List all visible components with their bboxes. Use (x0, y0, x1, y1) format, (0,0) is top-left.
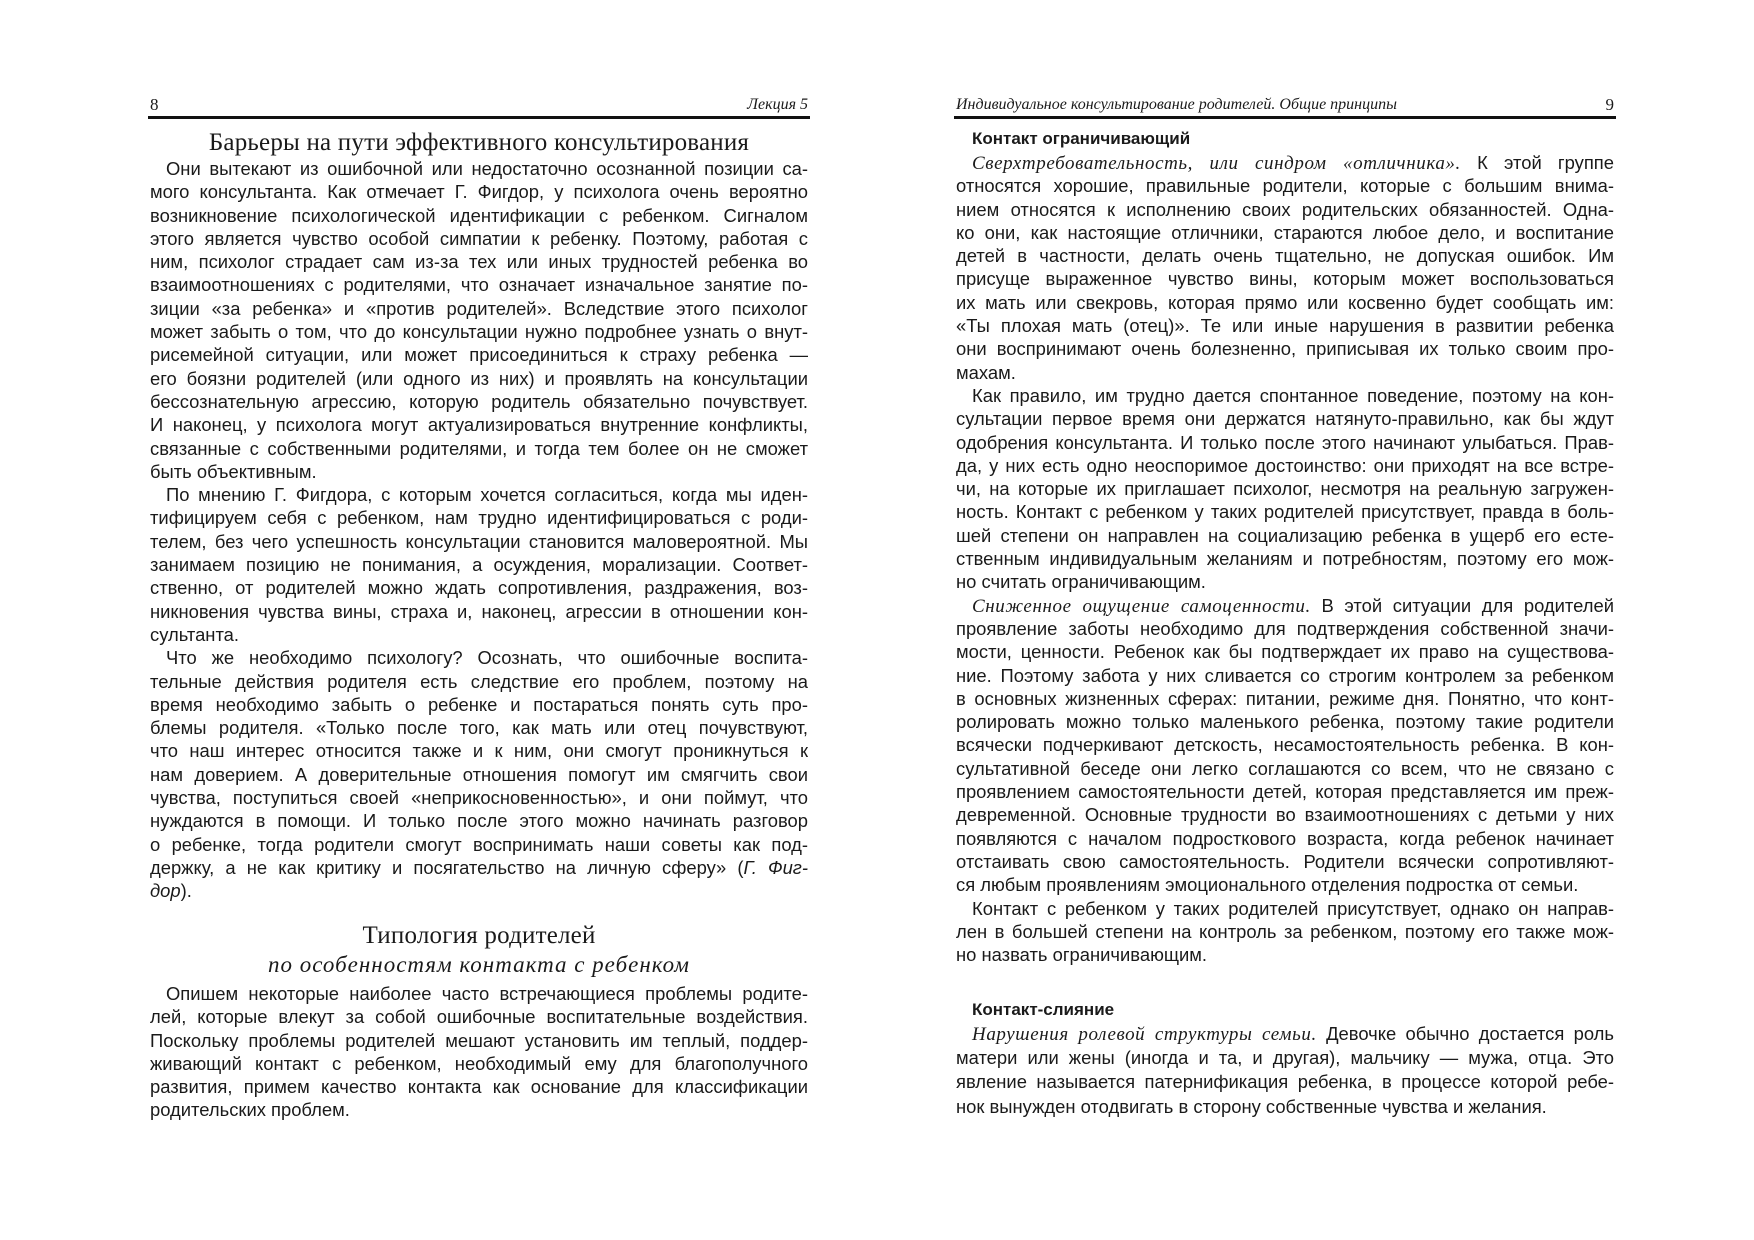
text-line: никновения чувства вины, страха и, наконец, агрессии в отношении кон- (150, 600, 808, 622)
text-line: присуще выраженное чувство вины, которым может воспользоваться (956, 268, 1614, 290)
text-line (956, 151, 1614, 174)
subheading-fusion-contact: Контакт-слияние (972, 1000, 1115, 1019)
text-line: этого является чувство особой симпатии к ребенку. Поэтому, работая с (150, 227, 808, 249)
text-line (150, 879, 808, 902)
left-body-block-2 (150, 982, 808, 1122)
text-line: сультанта. (150, 623, 240, 645)
text-line (956, 594, 1614, 617)
text-line: но считать ограничивающим. (956, 571, 1206, 593)
text-line: бессознательную агрессию, которую родитель обязательно почувствует. (150, 390, 808, 412)
text-line: их мать или свекровь, которая прямо или косвенно будет сообщать им: (956, 291, 1614, 313)
right-body-block-2 (956, 1022, 1614, 1119)
text-line: проявление заботы необходимо для подтверждения собственной значи- (956, 617, 1614, 639)
text-line: И наконец, у психолога могут актуализироваться внутренние конфликты, (150, 414, 808, 436)
text-line: ность. Контакт с ребенком у таких родителей присутствует, правда в боль- (956, 501, 1614, 523)
text-line: нуждаются в помощи. И только после этого можно начинать разговор (150, 810, 808, 832)
text-line: чи, на которые их приглашает психолог, несмотря на реальную загружен- (956, 478, 1614, 500)
paragraph (150, 157, 808, 483)
text-line: может забыть о том, что до консультации нужно подробнее узнать о внут- (150, 321, 808, 343)
text-line: занимаем позицию не понимания, а осуждения, морализации. Соответ- (150, 554, 808, 576)
text-line: время необходимо забыть о ребенке и постараться понять суть про- (150, 693, 808, 715)
italic-text: Г. Фиг- (743, 856, 808, 878)
text-line: Контакт с ребенком у таких родителей присутствует, однако он направ- (972, 897, 1614, 919)
text-span: В этой ситуации для родителей (1310, 594, 1614, 616)
running-head-right: Индивидуальное консультирование родителей. Общие принципы (956, 96, 1397, 113)
page-number-right: 9 (1605, 95, 1614, 114)
text-line: По мнению Г. Фигдора, с которым хочется согласиться, когда мы иден- (166, 484, 808, 506)
text-span: ). (180, 880, 192, 902)
text-span: держку, а не как критику и посягательство на личную сферу» ( (150, 856, 744, 878)
text-line: его боязни родителей (или одного из них) и проявлять на консультации (150, 367, 808, 389)
text-line: ним, психолог страдает сам из-за тех или иных трудностей ребенка во (150, 251, 808, 273)
text-line: ние. Поэтому забота у них сливается со строгим контролем за ребенком (956, 664, 1614, 686)
text-line: в основных жизненных сферах: питании, режиме дня. Понятно, что конт- (956, 687, 1614, 709)
section-heading-typology: Типология родителей (362, 922, 596, 949)
text-line: Опишем некоторые наиболее часто встречающиеся проблемы родите- (166, 983, 808, 1004)
italic-text: Сниженное ощущение самоценности. (972, 595, 1311, 617)
text-line: о ребенке, тогда родители смогут воспринимать наши советы как под- (150, 833, 808, 855)
text-line: но назвать ограничивающим. (956, 944, 1208, 966)
text-line: матери или жены (иногда и та, и другая), мальчику — мужа, отца. Это (956, 1047, 1614, 1069)
text-line: сультативной беседе они легко соглашаются со всем, что не связано с (956, 757, 1614, 779)
header-rule-right (954, 116, 1616, 119)
text-line: относятся хорошие, правильные родители, которые с большим внима- (956, 175, 1614, 197)
paragraph (150, 982, 808, 1122)
text-line: проявлением самостоятельности детей, которая представляется им преж- (956, 781, 1614, 803)
section-heading-barriers: Барьеры на пути эффективного консультирования (208, 129, 750, 156)
text-line: сультации первое время они держатся натянуто-правильно, как бы ждут (956, 408, 1614, 430)
paragraph (150, 646, 808, 902)
text-line: ко они, как настоящие отличники, стараются любое дело, и воспитание (956, 221, 1614, 243)
text-line: шей степени он направлен на социализацию ребенка в ущерб его есте- (956, 524, 1614, 546)
text-line: всячески подчеркивают детскость, несамостоятельность ребенка. В кон- (956, 734, 1614, 756)
text-line (150, 856, 808, 879)
text-line: детей в частности, делать очень тщательно, не допуская ошибок. Им (956, 245, 1614, 267)
page-number-left: 8 (150, 95, 159, 114)
text-line: рисемейной ситуации, или может присоединиться к страху ребенка — (150, 344, 808, 366)
section-subheading-typology: по особенностям контакта с ребенком (268, 952, 690, 977)
text-line: живающий контакт с ребенком, необходимый ему для благополучного (150, 1052, 808, 1074)
right-body-block-1 (956, 151, 1614, 966)
text-line: мого консультанта. Как отмечает Г. Фигдор, у психолога очень вероятно (150, 181, 808, 203)
text-line: нием относятся к исполнению своих родительских обязанностей. Одна- (956, 198, 1614, 220)
text-line: явление называется патернификация ребенка, в процессе которой ребе- (956, 1071, 1614, 1093)
text-line: взаимоотношениях с родителями, что означает изначальное занятие по- (150, 274, 808, 296)
paragraph (956, 384, 1614, 594)
running-head-left: Лекция 5 (747, 96, 808, 113)
text-line: девременной. Основные трудности во взаимоотношениях с детьми у них (956, 804, 1614, 826)
text-line: нам доверием. А доверительные отношения помогут им смягчить свои (150, 763, 808, 785)
text-line: нок вынужден отодвигать в сторону собственные чувства и желания. (956, 1095, 1547, 1117)
text-line: быть объективным. (150, 460, 317, 482)
text-line: развития, примем качество контакта как основание для классификации (150, 1076, 808, 1098)
text-span: К этой группе (1460, 152, 1614, 173)
text-line: блемы родителя. «Только после того, как мать или отец почувствуют, (150, 717, 808, 739)
text-line: родительских проблем. (150, 1099, 350, 1121)
text-line: они воспринимают очень болезненно, приписывая их только своим про- (956, 338, 1614, 360)
text-line: ственным индивидуальным желаниям и потребностям, поэтому его мож- (956, 548, 1614, 570)
text-line: да, у них есть одно неоспоримое достоинство: они приходят на все встре- (956, 454, 1614, 476)
text-line: лей, которые влекут за собой ошибочные воспитательные воздействия. (150, 1006, 808, 1028)
text-line: лен в большей степени на контроль за ребенком, поэтому его также мож- (956, 920, 1614, 942)
text-line: что наш интерес относится также и к ним, они смогут проникнуться к (150, 740, 808, 762)
text-line: возникновение психологической идентификации с ребенком. Сигналом (150, 204, 808, 226)
text-line: тельные действия родителя есть следствие его проблем, поэтому на (150, 670, 808, 692)
text-line: мости, ценности. Ребенок как бы подтверждает их право на существова- (956, 641, 1614, 663)
text-line: телем, без чего успешность консультации становится маловероятной. Мы (150, 530, 808, 552)
text-line: чувства, поступиться своей «неприкосновенностью», и они поймут, что (150, 787, 808, 809)
italic-text: дор (150, 880, 181, 902)
text-line: махам. (956, 361, 1016, 383)
text-line: «Ты плохая мать (отец)». Те или иные нарушения в развитии ребенка (956, 315, 1614, 337)
text-line: отстаивать свою самостоятельность. Родители всячески сопротивляют- (956, 850, 1614, 872)
header-rule-left (148, 116, 810, 119)
subheading-restricting-contact: Контакт ограничивающий (972, 129, 1191, 148)
paragraph (150, 483, 808, 646)
text-line: появляются с началом подросткового возраста, когда ребенок начинает (956, 827, 1614, 849)
italic-text: Сверхтребовательность, или синдром «отличника». (972, 153, 1461, 174)
left-body-block-1 (150, 157, 808, 903)
text-line: связанные с собственными родителями, и тогда тем более он не сможет (150, 437, 808, 459)
text-line: одобрения консультанта. И только после этого начинают улыбаться. Прав- (956, 431, 1614, 453)
text-line: ролировать можно только маленького ребенка, поэтому такие родители (956, 711, 1614, 733)
text-line: Они вытекают из ошибочной или недостаточно осознанной позиции са- (166, 158, 808, 179)
text-line (956, 1022, 1614, 1046)
paragraph (956, 897, 1614, 967)
text-line: тифицируем себя с ребенком, нам трудно идентифицироваться с роди- (150, 507, 808, 529)
text-line: ственно, от родителей можно ждать сопротивления, раздражения, воз- (150, 577, 808, 599)
text-line: Что же необходимо психологу? Осознать, что ошибочные воспита- (166, 647, 808, 669)
italic-text: Нарушения ролевой структуры семьи. (972, 1024, 1317, 1045)
text-line: ся любым проявлениям эмоционального отделения подростка от семьи. (956, 874, 1579, 896)
text-line: Как правило, им трудно дается спонтанное поведение, поэтому на кон- (972, 384, 1614, 406)
text-line: зиции «за ребенка» и «против родителей». Вследствие этого психолог (150, 297, 808, 319)
paragraph (956, 1022, 1614, 1119)
paragraph (956, 594, 1614, 897)
paragraph (956, 151, 1614, 384)
text-line: Поскольку проблемы родителей мешают установить им теплый, поддер- (150, 1029, 808, 1051)
text-span: Девочке обычно достается роль (1316, 1023, 1614, 1044)
